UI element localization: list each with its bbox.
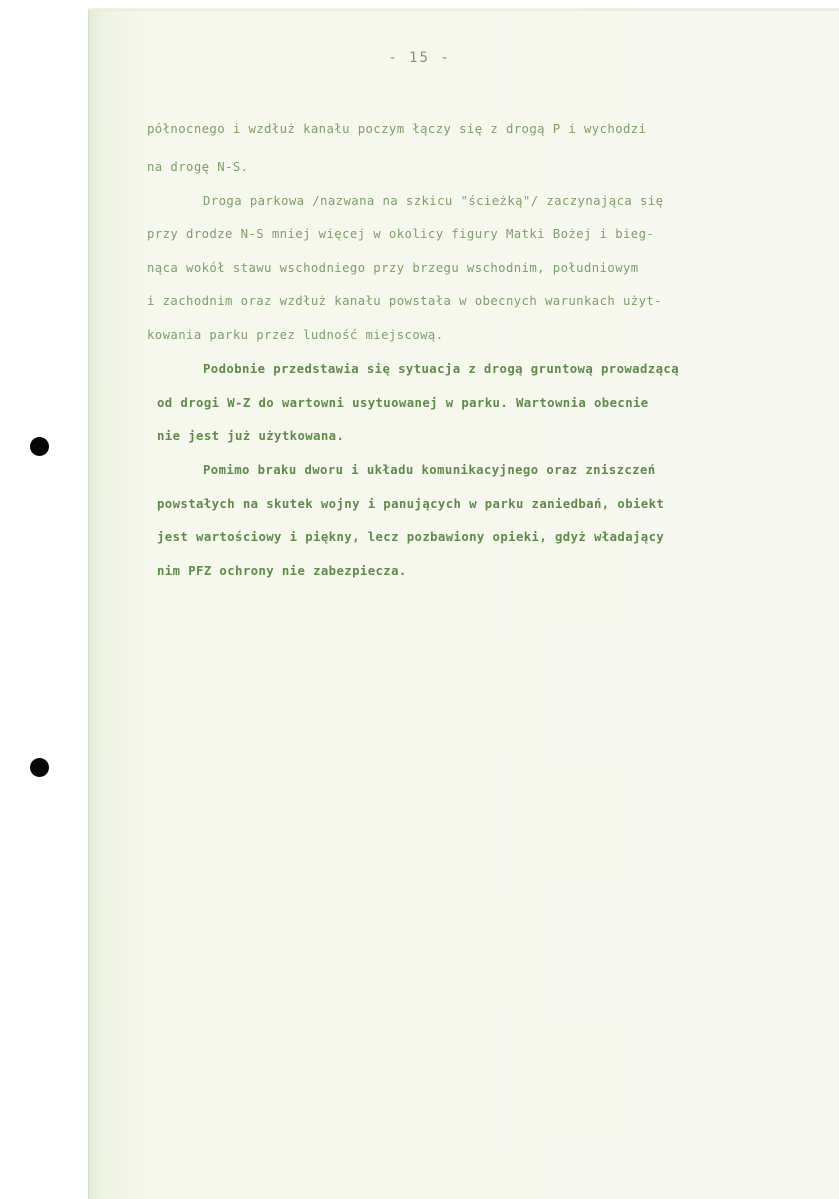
text-line-9: od drogi W-Z do wartowni usytuowanej w parku. Wartownia obecnie	[157, 396, 649, 410]
binder-hole-top	[30, 437, 49, 456]
text-line-12: powstałych na skutek wojny i panujących w parku zaniedbań, obiekt	[157, 497, 665, 511]
text-line-4: przy drodze N-S mniej więcej w okolicy figury Matki Bożej i bieg-	[147, 227, 655, 241]
text-line-7: kowania parku przez ludność miejscową.	[147, 328, 444, 342]
text-line-13: jest wartościowy i piękny, lecz pozbawiony opieki, gdyż władający	[157, 530, 665, 544]
text-line-8: Podobnie przedstawia się sytuacja z drogą gruntową prowadzącą	[203, 362, 680, 376]
text-line-5: nąca wokół stawu wschodniego przy brzegu wschodnim, południowym	[147, 261, 639, 275]
page-number: - 15 -	[388, 50, 451, 66]
text-line-14: nim PFZ ochrony nie zabezpiecza.	[157, 564, 407, 578]
text-line-3: Droga parkowa /nazwana na szkicu "ścieżką"/ zaczynająca się	[203, 194, 664, 208]
text-line-2: na drogę N-S.	[147, 160, 249, 174]
document-sheet	[88, 10, 839, 1199]
text-line-10: nie jest już użytkowana.	[157, 429, 345, 443]
text-line-11: Pomimo braku dworu i układu komunikacyjnego oraz zniszczeń	[203, 463, 656, 477]
text-line-6: i zachodnim oraz wzdłuż kanału powstała w obecnych warunkach użyt-	[147, 294, 663, 308]
binder-hole-bottom	[30, 758, 49, 777]
text-line-1: północnego i wzdłuż kanału poczym łączy się z drogą P i wychodzi	[147, 122, 647, 136]
